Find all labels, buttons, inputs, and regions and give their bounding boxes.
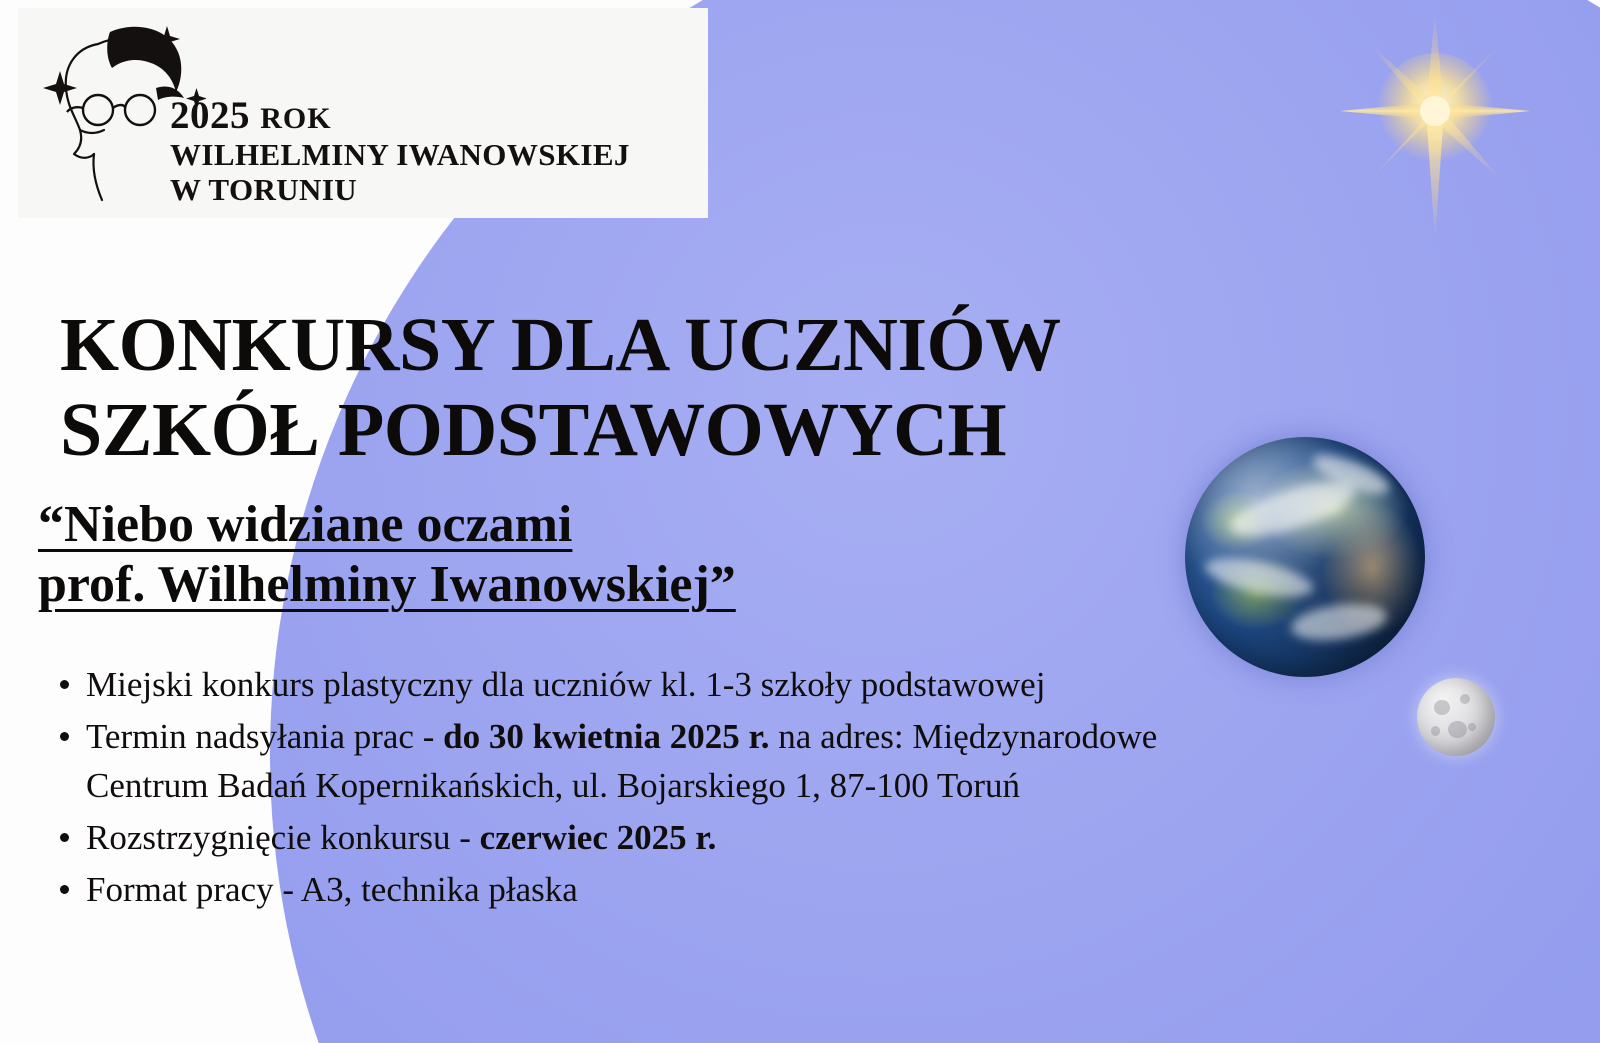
- contest-details-list: [44, 660, 1206, 916]
- list-item-emphasis: do 30 kwietnia 2025 r.: [443, 716, 770, 756]
- contest-subtitle-line-1: “Niebo widziane oczami: [38, 496, 573, 553]
- list-item: [86, 865, 1206, 915]
- list-item-text: Miejski konkurs plastyczny dla uczniów kl. 1-3 szkoły podstawowej: [86, 665, 1046, 704]
- moon-icon: [1417, 678, 1495, 756]
- page-title-line-1: KONKURSY DLA UCZNIÓW: [60, 302, 1061, 387]
- list-item-emphasis: czerwiec 2025 r.: [479, 818, 717, 858]
- list-item-text: na adres: Międzynarodowe Centrum Badań Kopernikańskich, ul. Bojarskiego 1, 87-100 Toruń: [86, 716, 1158, 806]
- page-title-line-2: SZKÓŁ PODSTAWOWYCH: [60, 388, 1007, 473]
- contest-subtitle-line-2: prof. Wilhelminy Iwanowskiej”: [38, 556, 736, 614]
- logo-year-suffix: ROK: [260, 102, 332, 135]
- page-title: [60, 303, 1190, 473]
- anniversary-logo: [18, 8, 708, 218]
- list-item: [86, 712, 1206, 811]
- list-item-text: Format pracy - A3, technika płaska: [86, 869, 578, 909]
- contest-subtitle: [38, 495, 938, 616]
- list-item-text: Termin nadsyłania prac -: [86, 716, 444, 756]
- list-item: [86, 660, 1206, 710]
- list-item: [86, 813, 1206, 863]
- logo-city-line: W TORUNIU: [170, 172, 358, 207]
- earth-globe-icon: [1185, 437, 1425, 677]
- logo-year-line: [170, 96, 690, 135]
- list-item-text: Rozstrzygnięcie konkursu -: [86, 818, 480, 858]
- logo-year: 2025: [170, 94, 250, 137]
- logo-name-line: WILHELMINY IWANOWSKIEJ: [170, 137, 630, 172]
